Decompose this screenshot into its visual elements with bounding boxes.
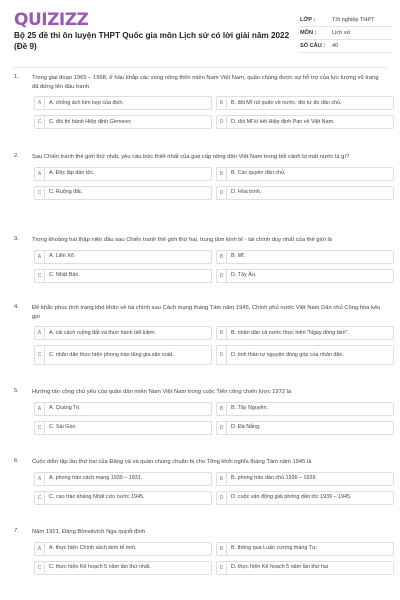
answer-options <box>34 472 386 505</box>
meta-key: MÔN : <box>300 30 317 36</box>
answer-option-d[interactable] <box>216 345 394 365</box>
option-letter: A <box>35 97 45 109</box>
answer-option-a[interactable] <box>34 542 212 556</box>
answer-option-c[interactable] <box>34 345 212 365</box>
answer-option-d[interactable] <box>216 561 394 575</box>
option-letter: D <box>217 422 227 434</box>
option-text: D. đòi Mĩ kí kết Hiệp định Pari về Việt Nam. <box>231 118 335 125</box>
question-number: 2. <box>14 153 19 159</box>
option-text: C. cao trào kháng Nhật cứu nước 1945. <box>49 494 145 500</box>
question-number: 5. <box>14 388 19 394</box>
option-letter: D <box>217 562 227 574</box>
answer-option-b[interactable] <box>216 472 394 486</box>
answer-option-b[interactable] <box>216 167 394 181</box>
answer-option-a[interactable] <box>34 326 212 340</box>
question-text: Trong giai đoạn 1965 – 1968, ở hầu khắp các vùng nông thôn miền Nam Việt Nam, quần chúng được sự hỗ trợ của lực lượng vũ trang đã đứng lên đấu tranh <box>32 75 379 90</box>
question-text: Để khắc phục tình trạng khó khăn về tài chính sau Cách mạng tháng Tám năm 1945, Chính phủ nước Việt Nam Dân chủ Cộng hòa kêu gọi <box>32 305 381 320</box>
option-text: D. thực hiện Kế hoạch 5 năm lần thứ hai <box>231 564 329 570</box>
question-text: Hướng tấn công chủ yếu của quân dân miền Nam Việt Nam trong cuộc Tiến công chiến lược 1972 là <box>32 389 292 395</box>
question-3 <box>14 236 386 283</box>
answer-option-c[interactable] <box>34 186 212 200</box>
option-letter: B <box>217 473 227 485</box>
question-5 <box>14 388 386 435</box>
answer-option-c[interactable] <box>34 421 212 435</box>
option-letter: A <box>35 168 45 180</box>
question-6 <box>14 458 386 505</box>
option-letter: D <box>217 346 227 364</box>
option-letter: C <box>35 562 45 574</box>
meta-key: LỚP : <box>300 17 316 23</box>
option-letter: C <box>35 187 45 199</box>
option-letter: A <box>35 473 45 485</box>
option-text: B. Các quyền dân chủ. <box>231 170 286 176</box>
option-text: C. Nhật Bản. <box>49 272 80 278</box>
option-letter: B <box>217 403 227 415</box>
answer-options <box>34 542 386 575</box>
answer-options <box>34 402 386 435</box>
option-text: A. phong trào cách mạng 1930 – 1931. <box>49 475 143 481</box>
answer-option-d[interactable] <box>216 269 394 283</box>
question-text: Trong khoảng hai thập niên đầu sau Chiến tranh thế giới thứ hai, trung tâm kinh tế - tài chính duy nhất của thế giới là <box>32 237 333 243</box>
option-text: B. phong trào dân chủ 1936 – 1939. <box>231 475 318 481</box>
option-letter: B <box>217 327 227 339</box>
option-text: C. Ruộng đất. <box>49 189 83 195</box>
question-number: 4. <box>14 304 19 310</box>
brand-logo: QUIZIZZ <box>14 10 89 30</box>
option-letter: D <box>217 270 227 282</box>
answer-option-c[interactable] <box>34 561 212 575</box>
header <box>0 0 400 62</box>
option-text: D. Hòa bình. <box>231 189 262 195</box>
question-7 <box>14 528 386 575</box>
option-letter: C <box>35 492 45 504</box>
answer-option-d[interactable] <box>216 186 394 200</box>
option-letter: B <box>217 97 227 109</box>
answer-option-c[interactable] <box>34 269 212 283</box>
option-text: A. cải cách ruộng đất và thực hành tiết kiệm. <box>49 329 156 336</box>
option-letter: A <box>35 403 45 415</box>
option-letter: A <box>35 251 45 263</box>
option-letter: A <box>35 543 45 555</box>
option-text: A. Liên Xô. <box>49 253 76 259</box>
meta-row-class <box>300 14 392 27</box>
answer-options <box>34 96 386 129</box>
option-text: D. cuộc vận động giải phóng dân tộc 1939 – 1945. <box>231 494 352 500</box>
question-number: 7. <box>14 528 19 534</box>
option-letter: B <box>217 168 227 180</box>
answer-option-b[interactable] <box>216 326 394 340</box>
option-letter: D <box>217 187 227 199</box>
option-text: A. Độc lập dân tộc. <box>49 170 95 176</box>
answer-options <box>34 250 386 283</box>
answer-option-d[interactable] <box>216 491 394 505</box>
answer-option-a[interactable] <box>34 472 212 486</box>
answer-option-a[interactable] <box>34 402 212 416</box>
answer-option-a[interactable] <box>34 250 212 264</box>
option-letter: D <box>217 492 227 504</box>
option-text: D. tinh thần tự nguyện đóng góp của nhân dân. <box>231 351 345 358</box>
answer-option-d[interactable] <box>216 421 394 435</box>
option-text: C. thực hiện Kế hoạch 5 năm lần thứ nhất. <box>49 564 151 570</box>
answer-option-a[interactable] <box>34 96 212 110</box>
option-letter: D <box>217 116 227 128</box>
page-title: Bộ 25 đề thi ôn luyện THPT Quốc gia môn Lịch sử có lời giải năm 2022 (Đề 9) <box>14 31 290 51</box>
meta-value: 40 <box>332 43 339 49</box>
question-number: 1. <box>14 74 19 80</box>
meta-value: Lịch sử <box>332 30 351 36</box>
meta-table <box>300 14 392 53</box>
answer-options <box>34 167 386 200</box>
answer-option-c[interactable] <box>34 115 212 129</box>
option-text: B. đòi Mĩ rút quân về nước, đòi tự do dân chủ. <box>231 99 342 106</box>
answer-option-b[interactable] <box>216 250 394 264</box>
option-letter: A <box>35 327 45 339</box>
option-letter: C <box>35 422 45 434</box>
option-text: D. Tây Âu. <box>231 272 257 278</box>
meta-row-subject <box>300 27 392 40</box>
question-number: 6. <box>14 458 19 464</box>
option-letter: C <box>35 270 45 282</box>
question-2 <box>14 153 386 200</box>
option-text: C. Sài Gòn. <box>49 424 77 430</box>
option-text: B. Mĩ. <box>231 253 246 259</box>
meta-key: SỐ CÂU : <box>300 43 326 49</box>
question-number: 3. <box>14 236 19 242</box>
option-text: A. chống ách kìm kẹp của địch. <box>49 99 124 106</box>
answer-option-b[interactable] <box>216 96 394 110</box>
meta-row-count <box>300 40 392 53</box>
meta-value: Tốt nghiệp THPT <box>332 17 375 23</box>
option-text: C. đòi thi hành Hiệp định Giơnevơ. <box>49 118 133 125</box>
option-text: B. Tây Nguyên. <box>231 405 269 411</box>
header-divider <box>14 67 386 68</box>
answer-option-d[interactable] <box>216 115 394 129</box>
answer-option-a[interactable] <box>34 167 212 181</box>
option-letter: C <box>35 346 45 364</box>
question-text: Năm 1921, Đảng Bônsêvích Nga quyết định <box>32 529 146 535</box>
option-letter: B <box>217 251 227 263</box>
answer-options <box>34 326 386 365</box>
option-text: A. Quảng Trị. <box>49 405 81 411</box>
question-text: Cuộc diễn tập lần thứ hai của Đảng và và quần chúng chuẩn bị cho Tổng khởi nghĩa tháng Tám năm 1945 là <box>32 459 312 465</box>
option-text: D. Đà Nẵng. <box>231 424 261 430</box>
answer-option-b[interactable] <box>216 402 394 416</box>
option-text: A. thực hiện Chính sách kinh tế mới. <box>49 545 137 551</box>
question-4 <box>14 304 386 365</box>
question-text: Sau Chiến tranh thế giới thứ nhất, yêu cầu bức thiết nhất của giai cấp nông dân Việt Nam trong bối cảnh bị mất nước là gì? <box>32 154 350 160</box>
option-text: B. nhân dân cả nước thực hiện "Ngày đồng tâm". <box>231 329 349 336</box>
answer-option-c[interactable] <box>34 491 212 505</box>
option-letter: C <box>35 116 45 128</box>
answer-option-b[interactable] <box>216 542 394 556</box>
option-text: B. thông qua Luận cương tháng Tư. <box>231 545 318 551</box>
option-letter: B <box>217 543 227 555</box>
option-text: C. nhân dân thực hiện phong trào tăng gia sản xuất. <box>49 351 174 358</box>
question-1 <box>14 74 386 129</box>
